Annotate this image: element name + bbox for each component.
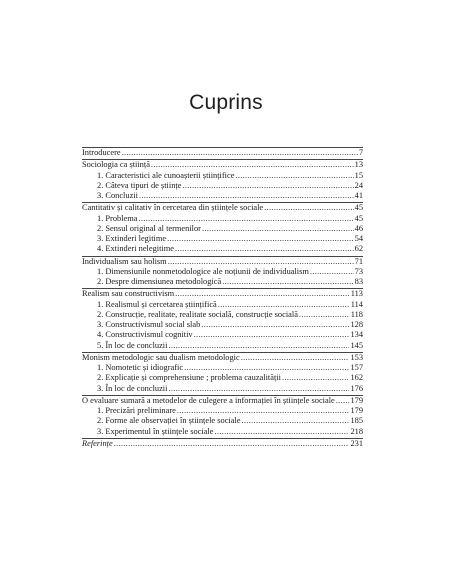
toc-subentry-title: 4. Extinderi nelegitime (97, 244, 174, 254)
toc-entry[interactable] (82, 439, 363, 449)
toc-subentry-title: 4. Constructivismul cognitiv (97, 330, 193, 340)
toc-entry[interactable] (82, 160, 363, 170)
page-number: 46 (354, 223, 363, 233)
toc-subentry[interactable] (82, 416, 363, 426)
page-number: 45 (354, 203, 363, 213)
toc-subentry[interactable] (82, 244, 363, 254)
toc-subentry[interactable] (82, 277, 363, 287)
dot-leader (242, 416, 350, 426)
dot-leader (336, 396, 350, 406)
toc-entry-title: Sociologia ca știință (82, 160, 150, 170)
page-number: 113 (350, 289, 363, 299)
toc-entry-title: Realism sau constructivism (82, 289, 175, 299)
toc-subentry[interactable] (82, 300, 363, 310)
page-number: 15 (354, 170, 363, 180)
toc-subentry-title: 3. Extinderi legitime (97, 234, 167, 243)
dot-leader (235, 171, 353, 181)
page-number: 54 (354, 234, 363, 243)
toc-subentry[interactable] (82, 373, 363, 383)
table-of-contents (82, 146, 363, 449)
page-number: 231 (350, 438, 363, 448)
toc-subentry-title: 2. Despre dimensiunea metodologică (97, 277, 222, 286)
toc-entry-title: Monism metodologic sau dualism metodologic (82, 352, 240, 362)
toc-subentry[interactable] (82, 234, 363, 244)
toc-subentry-title: 1. Realismul și cercetarea științifică (97, 299, 217, 309)
toc-subentry-title: 3. Experimentul în științele sociale (97, 426, 214, 436)
dot-leader (114, 439, 350, 449)
toc-subentry[interactable] (82, 171, 363, 181)
page-number: 153 (350, 352, 363, 362)
page-title: Cuprins (189, 91, 263, 114)
page-number: 73 (354, 266, 363, 276)
toc-entry-title: Individualism sau holism (82, 256, 167, 266)
toc-subentry-title: 3. Constructivismul social slab (97, 320, 201, 329)
toc-subentry-title: 2. Câteva tipuri de științe (97, 180, 182, 190)
toc-subentry-title: 2. Construcție, realitate, realitate socială, construcție socială (97, 309, 298, 319)
toc-subentry-title: 3. În loc de concluzii (97, 383, 168, 393)
toc-entry[interactable] (82, 257, 363, 267)
page-number: 83 (354, 277, 363, 286)
toc-entry-title: Introducere (82, 148, 121, 157)
toc-subentry[interactable] (82, 330, 363, 340)
toc-subentry[interactable] (82, 224, 363, 234)
page-number: 118 (350, 309, 363, 319)
toc-entry-title: Referințe (82, 438, 113, 448)
toc-subentry[interactable] (82, 341, 363, 351)
dot-leader (218, 300, 350, 310)
toc-subentry-title: 5. În loc de concluzii (97, 340, 168, 350)
dot-leader (151, 160, 354, 170)
toc-subentry[interactable] (82, 310, 363, 320)
dot-leader (138, 214, 353, 224)
dot-leader (202, 224, 354, 234)
page-number: 41 (354, 191, 363, 200)
page-number: 179 (350, 395, 363, 405)
toc-subentry[interactable] (82, 427, 363, 437)
toc-subentry-title: 2. Sensul original al termenilor (97, 223, 201, 233)
toc-subentry[interactable] (82, 181, 363, 191)
dot-leader (184, 363, 349, 373)
dot-leader (168, 341, 349, 351)
dot-leader (139, 191, 354, 201)
dot-leader (194, 330, 350, 340)
toc-entry[interactable] (82, 353, 363, 363)
page-number: 62 (354, 244, 363, 254)
dot-leader (182, 181, 353, 191)
dot-leader (310, 267, 354, 277)
page-number: 128 (350, 320, 363, 329)
page-number: 45 (354, 213, 363, 223)
dot-leader (201, 320, 349, 330)
toc-subentry-title: 1. Dimensiunile nonmetodologice ale noțiunii de individualism (97, 266, 309, 276)
dot-leader (215, 427, 350, 437)
toc-entry[interactable] (82, 148, 363, 158)
dot-leader (264, 203, 353, 213)
toc-entry-title: O evaluare sumară a metodelor de culegere a informației în științele sociale (82, 395, 335, 405)
toc-subentry-title: 3. Concluzii (97, 191, 138, 200)
toc-subentry-title: 1. Precizări preliminare (97, 406, 176, 415)
toc-subentry-title: 1. Caracteristici ale cunoașterii științifice (97, 170, 235, 180)
page-number: 218 (350, 426, 363, 436)
page-number: 185 (350, 416, 363, 426)
page-number: 7 (358, 148, 363, 157)
dot-leader (175, 244, 354, 254)
toc-subentry[interactable] (82, 267, 363, 277)
dot-leader (222, 277, 353, 287)
toc-subentry[interactable] (82, 363, 363, 373)
toc-entry-title: Cantitativ și calitativ în cercetarea din științele sociale (82, 203, 264, 213)
toc-subentry[interactable] (82, 384, 363, 394)
page-number: 157 (350, 363, 363, 372)
toc-subentry-title: 1. Nomotetic și idiografic (97, 363, 184, 372)
dot-leader (241, 353, 350, 363)
dot-leader (299, 310, 350, 320)
page-number: 176 (350, 383, 363, 393)
toc-subentry-title: 2. Explicație și comprehensiune ; problema cauzalității (97, 373, 281, 383)
page-number: 114 (350, 299, 363, 309)
toc-subentry-title: 1. Problema (97, 213, 138, 223)
page-number: 71 (354, 256, 363, 266)
dot-leader (177, 406, 350, 416)
dot-leader (175, 289, 350, 299)
toc-subentry-title: 2. Forme ale observației în științele sociale (97, 416, 241, 426)
toc-subentry[interactable] (82, 191, 363, 201)
dot-leader (168, 257, 354, 267)
page-number: 24 (354, 180, 363, 190)
dot-leader (167, 234, 354, 244)
toc-subentry[interactable] (82, 320, 363, 330)
toc-entry[interactable] (82, 396, 363, 406)
dot-leader (282, 373, 349, 383)
page-number: 145 (350, 340, 363, 350)
page-number: 134 (350, 330, 363, 340)
page-number: 13 (354, 160, 363, 170)
page-number: 179 (350, 406, 363, 415)
toc-entry[interactable] (82, 289, 363, 299)
toc-entry[interactable] (82, 203, 363, 213)
dot-leader (168, 384, 349, 394)
toc-subentry[interactable] (82, 406, 363, 416)
toc-subentry[interactable] (82, 214, 363, 224)
dot-leader (122, 148, 358, 158)
page-number: 162 (350, 373, 363, 383)
